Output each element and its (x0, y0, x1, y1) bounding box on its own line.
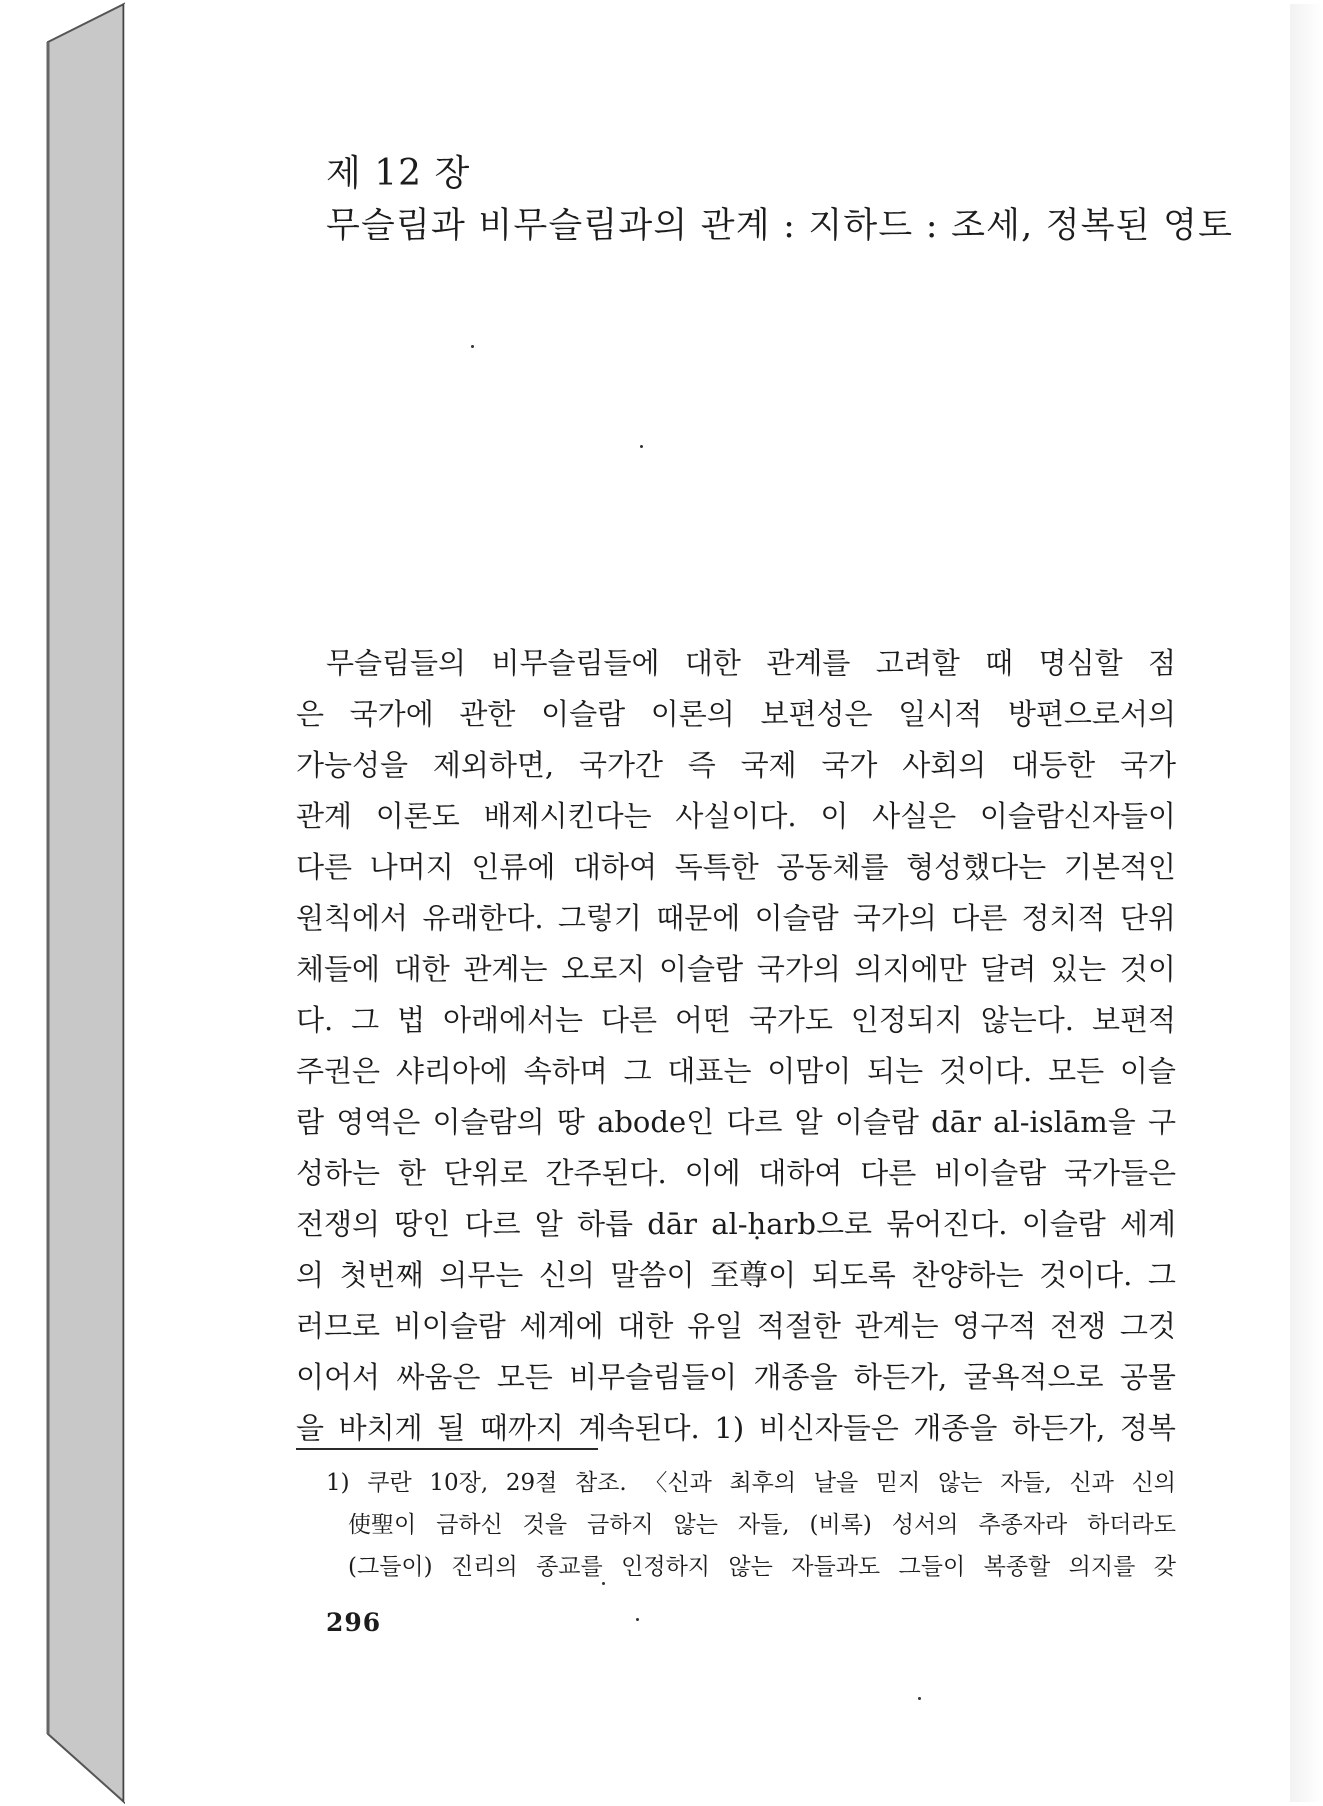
word: 성하는 (296, 1156, 381, 1190)
word: 간주된다. (545, 1156, 667, 1190)
word: 개종을 (913, 1411, 998, 1445)
word: 최후의 (729, 1470, 797, 1496)
word: 관계를 (766, 646, 851, 680)
word: 주권은 (296, 1054, 381, 1088)
word: 신의 (538, 1258, 595, 1292)
chapter-title: 무슬림과 비무슬림과의 관계 : 지하드 : 조세, 정복된 영토 (326, 206, 1234, 246)
word: 인류에 (471, 850, 556, 884)
word: 갖 (1153, 1554, 1176, 1580)
word: 때문에 (656, 901, 741, 935)
word: 형성했다는 (906, 850, 1047, 884)
word: 1) (326, 1470, 350, 1496)
word: 그 (623, 1054, 652, 1088)
word: 땅인 (394, 1207, 451, 1241)
word: 사실이다. (675, 799, 797, 833)
word: 묶어진다. (886, 1207, 1008, 1241)
word: 말씀이 (610, 1258, 695, 1292)
word: 정치적 (1021, 901, 1106, 935)
body-line (296, 1046, 1176, 1097)
word: 비무슬림들이 (569, 1360, 738, 1394)
footnote-divider (296, 1448, 598, 1450)
word: 것이 (1119, 952, 1176, 986)
word: 성서의 (891, 1512, 959, 1538)
word: 이에 (684, 1156, 741, 1190)
word: 영역은 (336, 1105, 421, 1139)
word: 대하여 (573, 850, 658, 884)
word: 관계는 (463, 952, 548, 986)
word: 그것 (1119, 1309, 1176, 1343)
word: 대표는 (667, 1054, 752, 1088)
word: 자들, (737, 1512, 790, 1538)
word: 아래에서는 (442, 1003, 584, 1037)
word: 체들에 (296, 952, 381, 986)
word: 국가들은 (1063, 1156, 1176, 1190)
word: 기본적인 (1063, 850, 1176, 884)
word: 달려 (980, 952, 1037, 986)
word: 그 (351, 1003, 380, 1037)
word: 개종을 (753, 1360, 838, 1394)
word: 이슬람 (541, 697, 626, 731)
body-line (296, 689, 1176, 740)
word: 다르 (464, 1207, 521, 1241)
word: 방편으로서의 (1007, 697, 1176, 731)
word: 그 (1147, 1258, 1176, 1292)
chapter-number: 제 12 장 (326, 153, 471, 194)
word: 첫번째 (339, 1258, 424, 1292)
word: 대등한 (1011, 748, 1096, 782)
page-edge-shadow (1290, 4, 1323, 1802)
word: 의지에만 (854, 952, 967, 986)
word: 이론의 (650, 697, 735, 731)
word: 다른 (951, 901, 1008, 935)
word: 무슬림들의 (326, 646, 467, 680)
word: 국가 (821, 748, 878, 782)
word: 공물 (1119, 1360, 1176, 1394)
word: 이슬람신자들이 (979, 799, 1176, 833)
word: 제외하면, (432, 748, 555, 782)
body-line (296, 1403, 1176, 1454)
footnote-line (326, 1504, 1176, 1546)
word: 이슬 (1119, 1054, 1176, 1088)
body-line (296, 740, 1176, 791)
word: 국가간 (578, 748, 663, 782)
word: 되는 (867, 1054, 924, 1088)
word: 계속된다. (578, 1411, 700, 1445)
word: 사실은 (872, 799, 957, 833)
word: 의 (296, 1258, 325, 1292)
word: 자들과도 (791, 1554, 881, 1580)
word: 법 (397, 1003, 426, 1037)
body-line (296, 638, 1176, 689)
word: dār (647, 1207, 697, 1241)
word: 관계는 (854, 1309, 939, 1343)
word: 하더라도 (1087, 1512, 1176, 1538)
word: 가능성을 (296, 748, 409, 782)
word: 하든가, (1012, 1411, 1106, 1445)
word: 이어서 (296, 1360, 381, 1394)
word: 다른 (600, 1003, 657, 1037)
word: 대하여 (758, 1156, 843, 1190)
word: 이론도 (375, 799, 460, 833)
word: 至尊이 (710, 1258, 797, 1292)
word: 의무는 (439, 1258, 524, 1292)
word: 명심할 (1038, 646, 1123, 680)
word: 바치게 (338, 1411, 423, 1445)
word: 참조. (574, 1470, 627, 1496)
word: 이슬람 (754, 901, 839, 935)
word: 금하신 (436, 1512, 503, 1538)
word: 1) (714, 1411, 745, 1445)
word: 그들이 (898, 1554, 966, 1580)
word: 국가 (1119, 748, 1176, 782)
word: 나머지 (369, 850, 454, 884)
word: 땅 (556, 1105, 585, 1139)
word: 비무슬림들에 (491, 646, 660, 680)
word: 국가의 (756, 952, 841, 986)
word: 러므로 (296, 1309, 381, 1343)
word: 使聖이 (348, 1512, 417, 1538)
word: 단위 (1119, 901, 1176, 935)
word: 세계에 (519, 1309, 604, 1343)
word: 신과 (1069, 1470, 1114, 1496)
word: 이맘이 (767, 1054, 852, 1088)
body-line (296, 842, 1176, 893)
word: 될 (437, 1411, 466, 1445)
body-line (296, 1352, 1176, 1403)
word: 하릅 (577, 1207, 634, 1241)
body-line (296, 995, 1176, 1046)
body-line (296, 893, 1176, 944)
word: 것이다. (1039, 1258, 1133, 1292)
word: 다른 (860, 1156, 917, 1190)
word: 전쟁 (1050, 1309, 1107, 1343)
word: 다르 (726, 1105, 783, 1139)
word: 않는 (937, 1470, 983, 1496)
word: 신의 (1131, 1470, 1176, 1496)
ink-speck (640, 445, 643, 448)
word: 다. (296, 1003, 334, 1037)
word: 알 (534, 1207, 563, 1241)
word: 어떤 (674, 1003, 731, 1037)
word: 금하지 (586, 1512, 654, 1538)
word: 고려할 (875, 646, 960, 680)
word: 대한 (617, 1309, 674, 1343)
word: 싸움은 (396, 1360, 481, 1394)
word: 모든 (496, 1360, 553, 1394)
word: 대한 (393, 952, 450, 986)
word: 대한 (684, 646, 741, 680)
word: 원칙에서 (296, 901, 409, 935)
word: 않는 (673, 1512, 718, 1538)
word: 때 (985, 646, 1014, 680)
word: 것을 (522, 1512, 568, 1538)
word: 점 (1147, 646, 1176, 680)
word: 알 (794, 1105, 823, 1139)
word: 되도록 (811, 1258, 896, 1292)
word: 관한 (459, 697, 516, 731)
page-number: 296 (326, 1608, 382, 1637)
word: 유래한다. (422, 901, 544, 935)
word: 다른 (296, 850, 353, 884)
ink-speck (636, 1618, 639, 1621)
word: 공동체를 (776, 850, 889, 884)
word: 있는 (1050, 952, 1107, 986)
word: 찬양하는 (911, 1258, 1024, 1292)
word: 보편성은 (760, 697, 873, 731)
word: 은 (296, 697, 325, 731)
word: 샤리아에 (395, 1054, 508, 1088)
word: 굴욕적으로 (963, 1360, 1104, 1394)
ink-speck (602, 1582, 605, 1585)
word: 비이슬람 (393, 1309, 506, 1343)
footnote-line (326, 1546, 1176, 1588)
word: 사회의 (902, 748, 987, 782)
body-line (296, 1250, 1176, 1301)
word: 종교를 (536, 1554, 603, 1580)
word: 세계 (1119, 1207, 1176, 1241)
body-line (296, 1148, 1176, 1199)
word: 을 (296, 1411, 325, 1445)
word: 속하며 (523, 1054, 608, 1088)
body-line (296, 1097, 1176, 1148)
word: 인정되지 (850, 1003, 963, 1037)
word: 이슬람 (1021, 1207, 1106, 1241)
word: 것이다. (938, 1054, 1033, 1088)
word: 29절 (505, 1470, 558, 1496)
word: 람 (296, 1105, 325, 1139)
word: 이슬람의 (432, 1105, 545, 1139)
word: 의지를 (1068, 1554, 1136, 1580)
word: 자들, (1000, 1470, 1052, 1496)
word: 배제시킨다는 (483, 799, 652, 833)
word: (비록) (809, 1512, 872, 1538)
word: 그렇기 (557, 901, 642, 935)
word: 오로지 (561, 952, 646, 986)
ink-speck (918, 1697, 921, 1700)
ink-speck (471, 345, 474, 348)
word: 일시적 (898, 697, 983, 731)
word: 단위로 (443, 1156, 528, 1190)
word: 믿지 (875, 1470, 921, 1496)
word: 〈신과 (644, 1470, 712, 1496)
word: 전쟁의 (296, 1207, 381, 1241)
word: 보편적 (1091, 1003, 1176, 1037)
word: 날을 (813, 1470, 859, 1496)
word: 관계 (296, 799, 353, 833)
footnotes (326, 1462, 1176, 1588)
word: 비이슬람 (934, 1156, 1047, 1190)
word: 한 (397, 1156, 426, 1190)
footnote-line (326, 1462, 1176, 1504)
word: 하든가, (853, 1360, 948, 1394)
body-text (296, 638, 1176, 1454)
body-line (296, 1199, 1176, 1250)
word: 모든 (1048, 1054, 1105, 1088)
word: 10장, (429, 1470, 489, 1496)
word: 때까지 (479, 1411, 564, 1445)
word: 이슬람 (659, 952, 744, 986)
word: 인정하지 (621, 1554, 711, 1580)
word: (그들이) (348, 1554, 433, 1580)
body-line (296, 944, 1176, 995)
word: 국가에 (349, 697, 434, 731)
word: 않는 (728, 1554, 773, 1580)
word: 유일 (687, 1309, 744, 1343)
word: 이 (820, 799, 849, 833)
word: abode인 (597, 1105, 715, 1139)
word: al-islām을 (993, 1105, 1136, 1139)
word: 이슬람 (834, 1105, 919, 1139)
word: 구 (1147, 1105, 1176, 1139)
word: 영구적 (952, 1309, 1037, 1343)
body-line (296, 1301, 1176, 1352)
word: al-ḥarb으로 (711, 1207, 872, 1241)
body-line (296, 791, 1176, 842)
word: 비신자들은 (758, 1411, 899, 1445)
word: 진리의 (451, 1554, 518, 1580)
word: 정복 (1119, 1411, 1176, 1445)
word: dār (931, 1105, 981, 1139)
word: 국가도 (748, 1003, 833, 1037)
word: 않는다. (980, 1003, 1075, 1037)
word: 국가의 (852, 901, 937, 935)
word: 국제 (740, 748, 797, 782)
word: 쿠란 (367, 1470, 412, 1496)
word: 독특한 (674, 850, 759, 884)
word: 적절한 (756, 1309, 841, 1343)
word: 즉 (687, 748, 716, 782)
word: 추종자라 (978, 1512, 1068, 1538)
word: 복종할 (983, 1554, 1051, 1580)
